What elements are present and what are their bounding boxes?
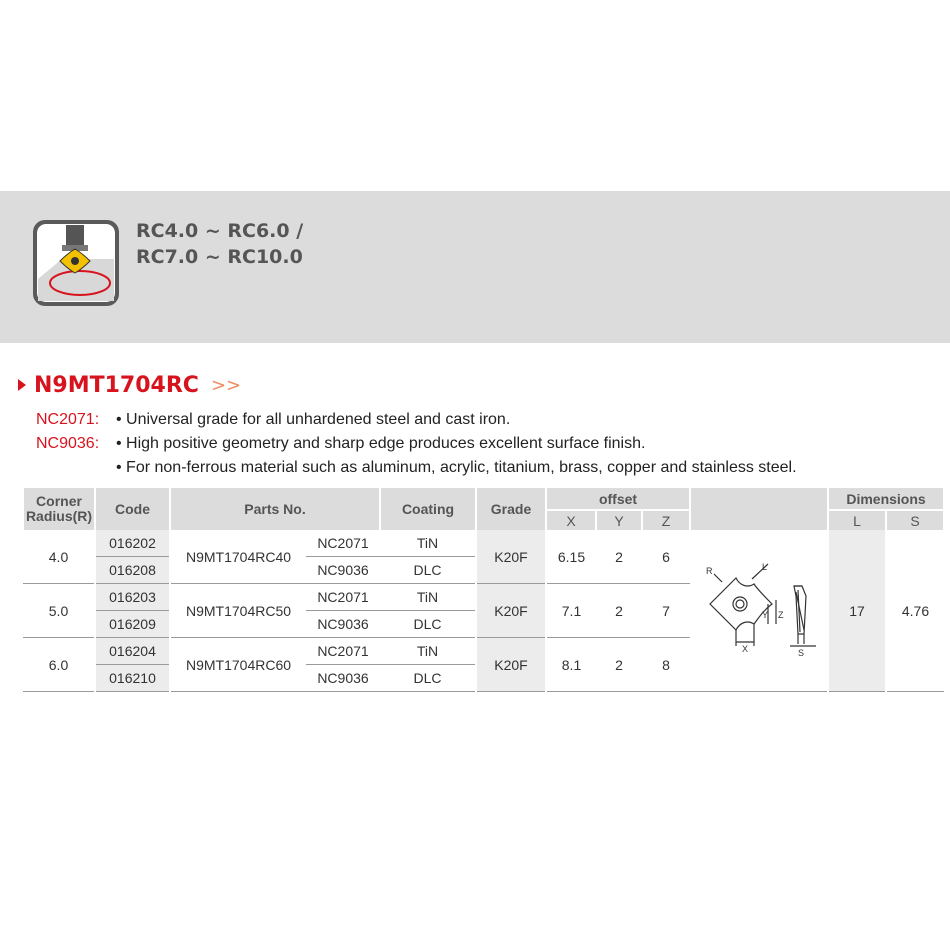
label-y: Y	[761, 610, 768, 620]
header-diagram	[690, 488, 828, 530]
header-grade: Grade	[476, 488, 546, 530]
cell-radius: 6.0	[23, 638, 95, 692]
note-text: • For non-ferrous material such as aluminum, acrylic, titanium, brass, copper and stainless steel.	[116, 459, 797, 476]
label-r: R	[705, 566, 712, 576]
label-s: S	[797, 648, 804, 658]
cell-y: 2	[596, 638, 642, 692]
cell-y: 2	[596, 584, 642, 638]
header-s: S	[886, 510, 944, 530]
cell-coating: TiN	[380, 530, 476, 557]
cell-x: 7.1	[546, 584, 596, 638]
note-key: NC2071:	[36, 411, 100, 428]
header-corner-radius	[23, 488, 95, 530]
header-parts-no: Parts No.	[170, 488, 380, 530]
banner-title	[136, 218, 303, 270]
cell-grade: K20F	[476, 584, 546, 638]
header-coating: Coating	[380, 488, 476, 530]
cell-grade-code: NC2071	[306, 584, 380, 611]
more-link[interactable]: >>	[210, 374, 242, 396]
cell-coating: DLC	[380, 557, 476, 584]
triangle-bullet-icon	[18, 379, 26, 391]
header-radius-line1: Corner	[36, 493, 82, 509]
cell-dim-l: 17	[828, 530, 886, 692]
cell-grade-code: NC9036	[306, 611, 380, 638]
header-dimensions: Dimensions	[828, 488, 944, 510]
header-y: Y	[596, 510, 642, 530]
cell-grade-code: NC2071	[306, 530, 380, 557]
cell-y: 2	[596, 530, 642, 584]
header-radius-line2: Radius(R)	[25, 508, 93, 524]
cell-coating: TiN	[380, 638, 476, 665]
header-offset: offset	[546, 488, 690, 510]
table-row	[23, 530, 944, 557]
header-x: X	[546, 510, 596, 530]
label-l: L	[761, 562, 767, 572]
insert-diagram-cell	[690, 530, 828, 692]
label-x: X	[741, 644, 748, 654]
note-text: • Universal grade for all unhardened steel and cast iron.	[116, 411, 511, 428]
cell-radius: 5.0	[23, 584, 95, 638]
cell-part: N9MT1704RC60	[170, 638, 306, 692]
cell-coating: DLC	[380, 611, 476, 638]
note-key: NC9036:	[36, 435, 100, 452]
grade-notes	[36, 408, 797, 480]
note-text: • High positive geometry and sharp edge produces excellent surface finish.	[116, 435, 646, 452]
cell-z: 8	[642, 638, 690, 692]
product-name: N9MT1704RC	[34, 372, 199, 398]
cell-part: N9MT1704RC40	[170, 530, 306, 584]
cell-z: 7	[642, 584, 690, 638]
header-z: Z	[642, 510, 690, 530]
cell-grade: K20F	[476, 530, 546, 584]
product-heading	[18, 371, 241, 399]
insert-diagram	[692, 534, 826, 684]
note-row	[36, 432, 797, 456]
label-z: Z	[777, 610, 783, 620]
cell-radius: 4.0	[23, 530, 95, 584]
cell-part: N9MT1704RC50	[170, 584, 306, 638]
cell-z: 6	[642, 530, 690, 584]
cell-code: 016209	[95, 611, 170, 638]
cell-code: 016210	[95, 665, 170, 692]
cell-grade-code: NC9036	[306, 665, 380, 692]
banner-title-line2: RC7.0 ~ RC10.0	[136, 246, 303, 268]
cell-code: 016208	[95, 557, 170, 584]
cell-grade: K20F	[476, 638, 546, 692]
cell-code: 016203	[95, 584, 170, 611]
note-row	[36, 456, 797, 480]
cell-coating: TiN	[380, 584, 476, 611]
milling-insert-icon	[32, 219, 120, 307]
cell-code: 016204	[95, 638, 170, 665]
cell-coating: DLC	[380, 665, 476, 692]
spec-table	[22, 488, 945, 692]
header-l: L	[828, 510, 886, 530]
cell-dim-s: 4.76	[886, 530, 944, 692]
cell-x: 8.1	[546, 638, 596, 692]
note-row	[36, 408, 797, 432]
cell-grade-code: NC9036	[306, 557, 380, 584]
note-key	[36, 456, 116, 480]
cell-grade-code: NC2071	[306, 638, 380, 665]
banner-title-line1: RC4.0 ~ RC6.0 /	[136, 220, 304, 242]
cell-code: 016202	[95, 530, 170, 557]
cell-x: 6.15	[546, 530, 596, 584]
header-code: Code	[95, 488, 170, 530]
